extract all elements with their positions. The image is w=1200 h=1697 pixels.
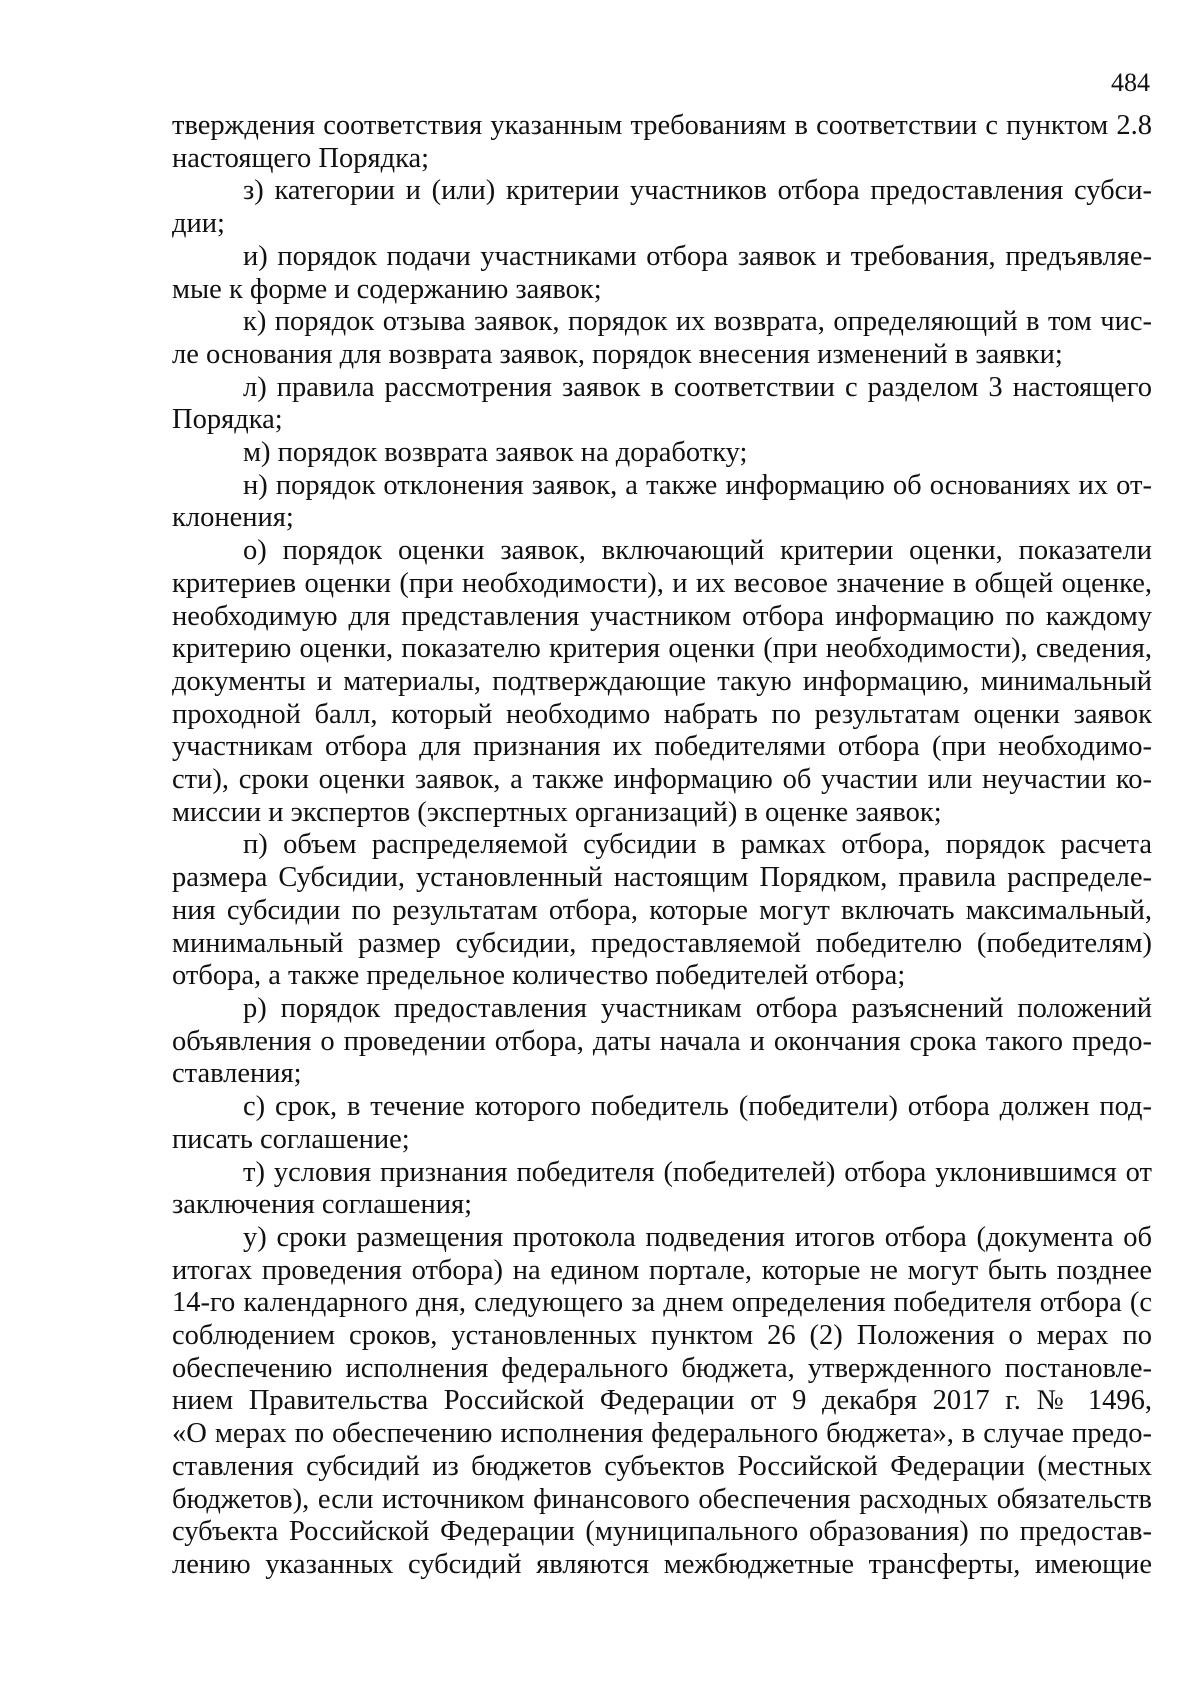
document-body [172,110,1152,1582]
text-line: с) срок, в течение которого победитель (победители) отбора должен под- [243,1091,1152,1123]
text-line: мые к форме и содержанию заявок; [172,273,602,305]
text-line: нием Правительства Российской Федерации от 9 декабря 2017 г. № 1496, [172,1385,1152,1417]
text-line: лению указанных субсидий являются межбюджетные трансферты, имеющие [172,1548,1152,1580]
page-number: 484 [1111,68,1150,97]
text-line: л) правила рассмотрения заявок в соответствии с разделом 3 настоящего [243,371,1152,403]
text-line: документы и материалы, подтверждающие такую информацию, минимальный [172,665,1152,697]
text-line: «О мерах по обеспечению исполнения федерального бюджета», в случае предо- [172,1418,1152,1450]
text-line: объявления о проведении отбора, даты начала и окончания срока такого предо- [172,1025,1152,1057]
text-line: обеспечению исполнения федерального бюджета, утвержденного постановле- [172,1352,1152,1384]
text-line: миссии и экспертов (экспертных организаций) в оценке заявок; [172,796,942,828]
text-line: размера Субсидии, установленный настоящим Порядком, правила распределе- [172,862,1152,894]
text-line: критерию оценки, показателю критерия оценки (при необходимости), сведения, [172,633,1152,665]
text-line: к) порядок отзыва заявок, порядок их возврата, определяющий в том чис- [243,306,1152,338]
text-line: ставления; [172,1058,302,1090]
text-line: отбора, а также предельное количество победителей отбора; [172,960,906,992]
text-line: клонения; [172,502,294,534]
text-line: ле основания для возврата заявок, порядок внесения изменений в заявки; [172,338,1063,370]
text-line: проходной балл, который необходимо набрать по результатам оценки заявок [172,698,1152,730]
text-line: сти), сроки оценки заявок, а также информацию об участии или неучастии ко- [172,764,1152,796]
text-line: дии; [172,208,225,240]
text-line: участникам отбора для признания их победителями отбора (при необходимо- [172,731,1152,763]
text-line: т) условия признания победителя (победителей) отбора уклонившимся от [243,1156,1152,1188]
text-line: критериев оценки (при необходимости), и их весовое значение в общей оценке, [172,567,1152,599]
text-line: ставления субсидий из бюджетов субъектов Российской Федерации (местных [172,1450,1152,1482]
text-line: н) порядок отклонения заявок, а также информацию об основаниях их от- [243,469,1152,501]
text-line: итогах проведения отбора) на едином портале, которые не могут быть позднее [172,1254,1152,1286]
text-line: 14-го календарного дня, следующего за днем определения победителя отбора (с [172,1287,1152,1319]
text-line: бюджетов), если источником финансового обеспечения расходных обязательств [172,1483,1152,1515]
text-line: у) сроки размещения протокола подведения итогов отбора (документа об [243,1221,1152,1253]
text-line: тверждения соответствия указанным требованиям в соответствии с пунктом 2.8 [172,110,1152,141]
text-line: необходимую для представления участником отбора информацию по каждому [172,600,1152,632]
text-line: р) порядок предоставления участникам отбора разъяснений положений [243,992,1152,1024]
text-line: м) порядок возврата заявок на доработку; [243,437,748,469]
text-line: з) категории и (или) критерии участников отбора предоставления субси- [243,175,1152,207]
text-line: минимальный размер субсидии, предоставляемой победителю (победителям) [172,927,1152,959]
text-line: соблюдением сроков, установленных пунктом 26 (2) Положения о мерах по [172,1320,1152,1352]
text-line: Порядка; [172,404,283,436]
text-line: настоящего Порядка; [172,142,430,174]
text-line: и) порядок подачи участниками отбора заявок и требования, предъявляе- [243,240,1152,272]
text-line: субъекта Российской Федерации (муниципального образования) по предостав- [172,1516,1152,1548]
text-line: заключения соглашения; [172,1189,473,1221]
text-line: писать соглашение; [172,1123,410,1155]
text-line: о) порядок оценки заявок, включающий критерии оценки, показатели [243,535,1152,567]
text-line: п) объем распределяемой субсидии в рамках отбора, порядок расчета [243,829,1152,861]
text-line: ния субсидии по результатам отбора, которые могут включать максимальный, [172,894,1152,926]
